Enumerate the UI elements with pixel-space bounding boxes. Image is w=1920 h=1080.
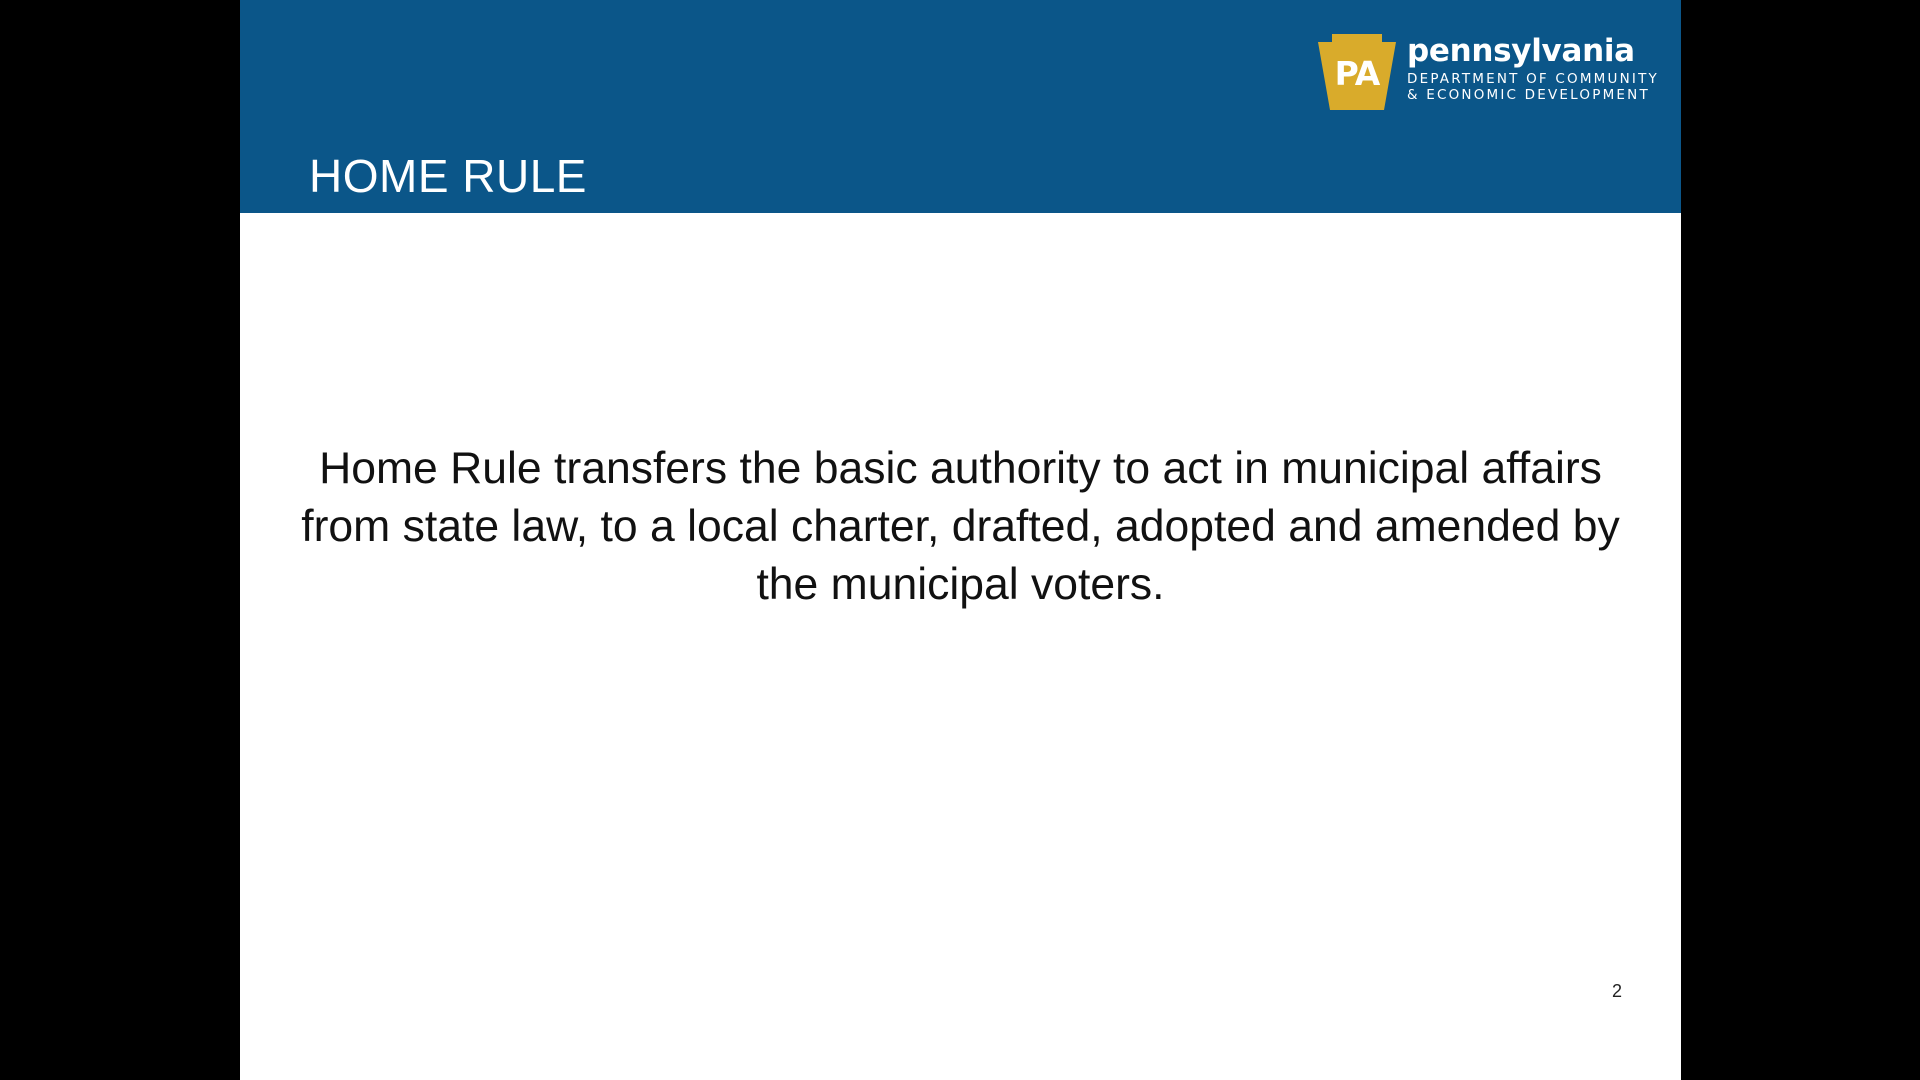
logo-department-line-2: & ECONOMIC DEVELOPMENT — [1407, 87, 1650, 103]
logo-department-line-1: DEPARTMENT OF COMMUNITY — [1407, 71, 1659, 87]
slide — [240, 0, 1681, 1080]
slide-body-text: Home Rule transfers the basic authority to act in municipal affairs from state law, to a local charter, drafted, adopted and amended by the municipal voters. — [301, 444, 1620, 609]
logo-name: pennsylvania — [1407, 33, 1635, 69]
pa-dced-logo — [1318, 31, 1668, 111]
logo-wordmark — [1407, 31, 1659, 103]
slide-title: HOME RULE — [309, 150, 587, 202]
keystone-icon — [1318, 34, 1396, 110]
keystone-badge-text: PA — [1334, 54, 1380, 93]
slide-page-number: 2 — [1611, 981, 1622, 1001]
slide-header-banner — [240, 0, 1681, 213]
